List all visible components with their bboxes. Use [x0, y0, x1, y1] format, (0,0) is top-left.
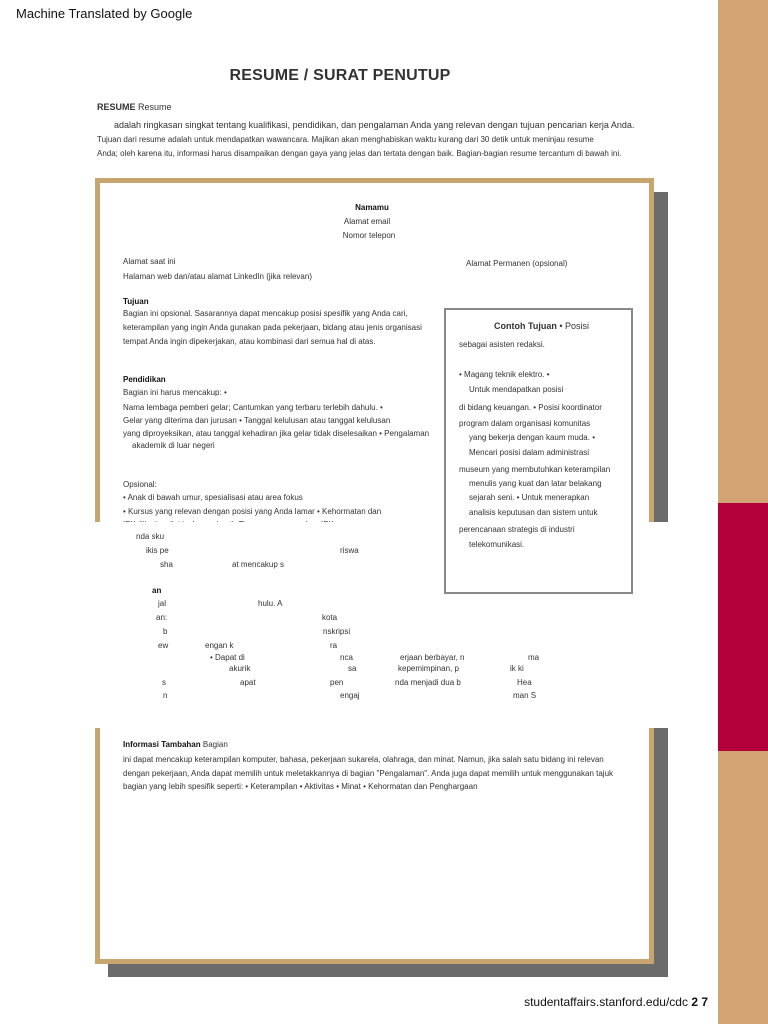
- fragment-text: pen: [330, 678, 344, 687]
- fragment-text: kepemimpinan, p: [398, 664, 459, 673]
- fragment-text: nca: [340, 653, 353, 662]
- informasi-line: dengan pekerjaan, Anda dapat memilih untuk meletakkannya di bagian "Pengalaman". Anda juga dapat memilih untuk menggunakan tajuk: [123, 769, 614, 778]
- fragment-text: nskripsi: [323, 627, 351, 636]
- example-line: menulis yang kuat dan latar belakang: [469, 479, 602, 488]
- informasi-heading-rest: Bagian: [200, 740, 228, 749]
- fragment-text: riswa: [340, 546, 359, 555]
- page-footer: [524, 995, 708, 1009]
- intro-label-rest: Resume: [135, 102, 172, 112]
- intro-label: [97, 102, 172, 112]
- informasi-line: bagian yang lebih spesifik seperti: • Keterampilan • Aktivitas • Minat • Kehormatan dan Penghargaan: [123, 782, 478, 791]
- fragment-text: n: [163, 691, 168, 700]
- fragment-text: engaj: [340, 691, 360, 700]
- sample-phone: Nomor telepon: [342, 231, 396, 240]
- fragment-text: ik ki: [510, 664, 524, 673]
- fragment-text: an:: [156, 613, 168, 622]
- tujuan-line: keterampilan yang ingin Anda gunakan pada pekerjaan, bidang atau jenis organisasi: [123, 323, 422, 332]
- fragment-text: erjaan berbayar, n: [400, 653, 465, 662]
- fragment-text: s: [162, 678, 166, 687]
- fragment-text: Hea: [517, 678, 532, 687]
- fragment-text: nda menjadi dua b: [395, 678, 461, 687]
- fragment-text: ikis pe: [146, 546, 169, 555]
- section-heading-pendidikan: Pendidikan: [123, 375, 166, 384]
- sample-current-address: Alamat saat ini: [123, 257, 176, 266]
- opsional-line: Opsional:: [123, 480, 157, 489]
- intro-line-1: adalah ringkasan singkat tentang kualifikasi, pendidikan, dan pengalaman Anda yang relevan dengan tujuan pencarian kerja Anda.: [114, 120, 635, 130]
- fragment-text: ma: [528, 653, 540, 662]
- fragment-text: ra: [330, 641, 338, 650]
- example-line: sejarah seni. • Untuk menerapkan: [469, 493, 590, 502]
- fragment-text: hulu. A: [258, 599, 283, 608]
- example-line: Untuk mendapatkan posisi: [469, 385, 564, 394]
- fragment-text: sa: [348, 664, 357, 673]
- intro-label-bold: RESUME: [97, 102, 136, 112]
- page-title: RESUME / SURAT PENUTUP: [229, 67, 451, 84]
- fragment-text: nda sku: [136, 532, 165, 541]
- pendidikan-line: Bagian ini harus mencakup: •: [123, 388, 227, 397]
- fragment-text: man S: [513, 691, 537, 700]
- example-objectives-heading: [494, 322, 589, 331]
- informasi-heading-bold: Informasi Tambahan: [123, 740, 201, 749]
- fragment-text: apat: [240, 678, 256, 687]
- pendidikan-line: Nama lembaga pemberi gelar; Cantumkan yang terbaru terlebih dahulu. •: [123, 403, 383, 412]
- sample-permanent-address: Alamat Permanen (opsional): [466, 259, 568, 268]
- example-line: di bidang keuangan. • Posisi koordinator: [459, 403, 602, 412]
- example-line: sebagai asisten redaksi.: [459, 340, 545, 349]
- fragment-text: b: [163, 627, 168, 636]
- sample-email: Alamat email: [343, 217, 391, 226]
- informasi-line: ini dapat mencakup keterampilan komputer, bahasa, pekerjaan sukarela, olahraga, dan minat. Namun, jika salah satu bidang ini relevan: [123, 755, 604, 764]
- sample-name: Namamu: [355, 203, 389, 212]
- tujuan-line: tempat Anda ingin dipekerjakan, atau kombinasi dari semua hal di atas.: [123, 337, 376, 346]
- example-line: • Magang teknik elektro. •: [459, 370, 550, 379]
- pendidikan-line: akademik di luar negeri: [132, 441, 215, 450]
- page-number: 2 7: [691, 995, 708, 1009]
- fragment-text: at mencakup s: [232, 560, 285, 569]
- example-line: telekomunikasi.: [469, 540, 525, 549]
- example-line: yang bekerja dengan kaum muda. •: [469, 433, 595, 442]
- section-heading-tujuan: Tujuan: [123, 297, 149, 306]
- opsional-line: • Anak di bawah umur, spesialisasi atau area fokus: [123, 493, 303, 502]
- intro-line-3: Anda; oleh karena itu, informasi harus disampaikan dengan gaya yang jelas dan tertata dengan baik. Bagian-bagian resume tercantum di bawah ini.: [97, 149, 622, 158]
- fragment-text: engan k: [205, 641, 234, 650]
- example-objectives-heading-bold: Contoh Tujuan: [494, 321, 557, 331]
- example-line: analisis keputusan dan sistem untuk: [469, 508, 598, 517]
- fragment-text: sha: [160, 560, 173, 569]
- translation-banner: Machine Translated by Google: [16, 6, 193, 21]
- fragment-heading-pengalaman: an: [152, 586, 162, 595]
- sample-web: Halaman web dan/atau alamat LinkedIn (jika relevan): [123, 272, 312, 281]
- sidebar-red-block: [718, 503, 768, 751]
- overexposed-area-edge: [60, 540, 90, 700]
- example-objectives-heading-rest: • Posisi: [556, 321, 589, 331]
- example-line: Mencari posisi dalam administrasi: [469, 448, 590, 457]
- fragment-text: akurik: [229, 664, 251, 673]
- example-line: program dalam organisasi komunitas: [459, 419, 591, 428]
- pendidikan-line: Gelar yang diterima dan jurusan • Tanggal kelulusan atau tanggal kelulusan: [123, 416, 391, 425]
- fragment-text: ew: [158, 641, 169, 650]
- footer-url[interactable]: studentaffairs.stanford.edu/cdc: [524, 995, 688, 1009]
- intro-line-2: Tujuan dari resume adalah untuk mendapatkan wawancara. Majikan akan menghabiskan waktu kurang dari 30 detik untuk meninjau resume: [97, 135, 594, 144]
- section-heading-informasi: [123, 741, 228, 749]
- fragment-text: • Dapat di: [210, 653, 245, 662]
- fragment-text: jal: [158, 599, 167, 608]
- fragment-text: kota: [322, 613, 338, 622]
- opsional-line: • Kursus yang relevan dengan posisi yang Anda lamar • Kehormatan dan: [123, 507, 382, 516]
- example-line: perencanaan strategis di industri: [459, 525, 575, 534]
- pendidikan-line: yang diproyeksikan, atau tanggal kehadiran jika gelar tidak diselesaikan • Pengalaman: [123, 429, 430, 438]
- tujuan-line: Bagian ini opsional. Sasarannya dapat mencakup posisi spesifik yang Anda cari,: [123, 309, 408, 318]
- example-line: museum yang membutuhkan keterampilan: [459, 465, 611, 474]
